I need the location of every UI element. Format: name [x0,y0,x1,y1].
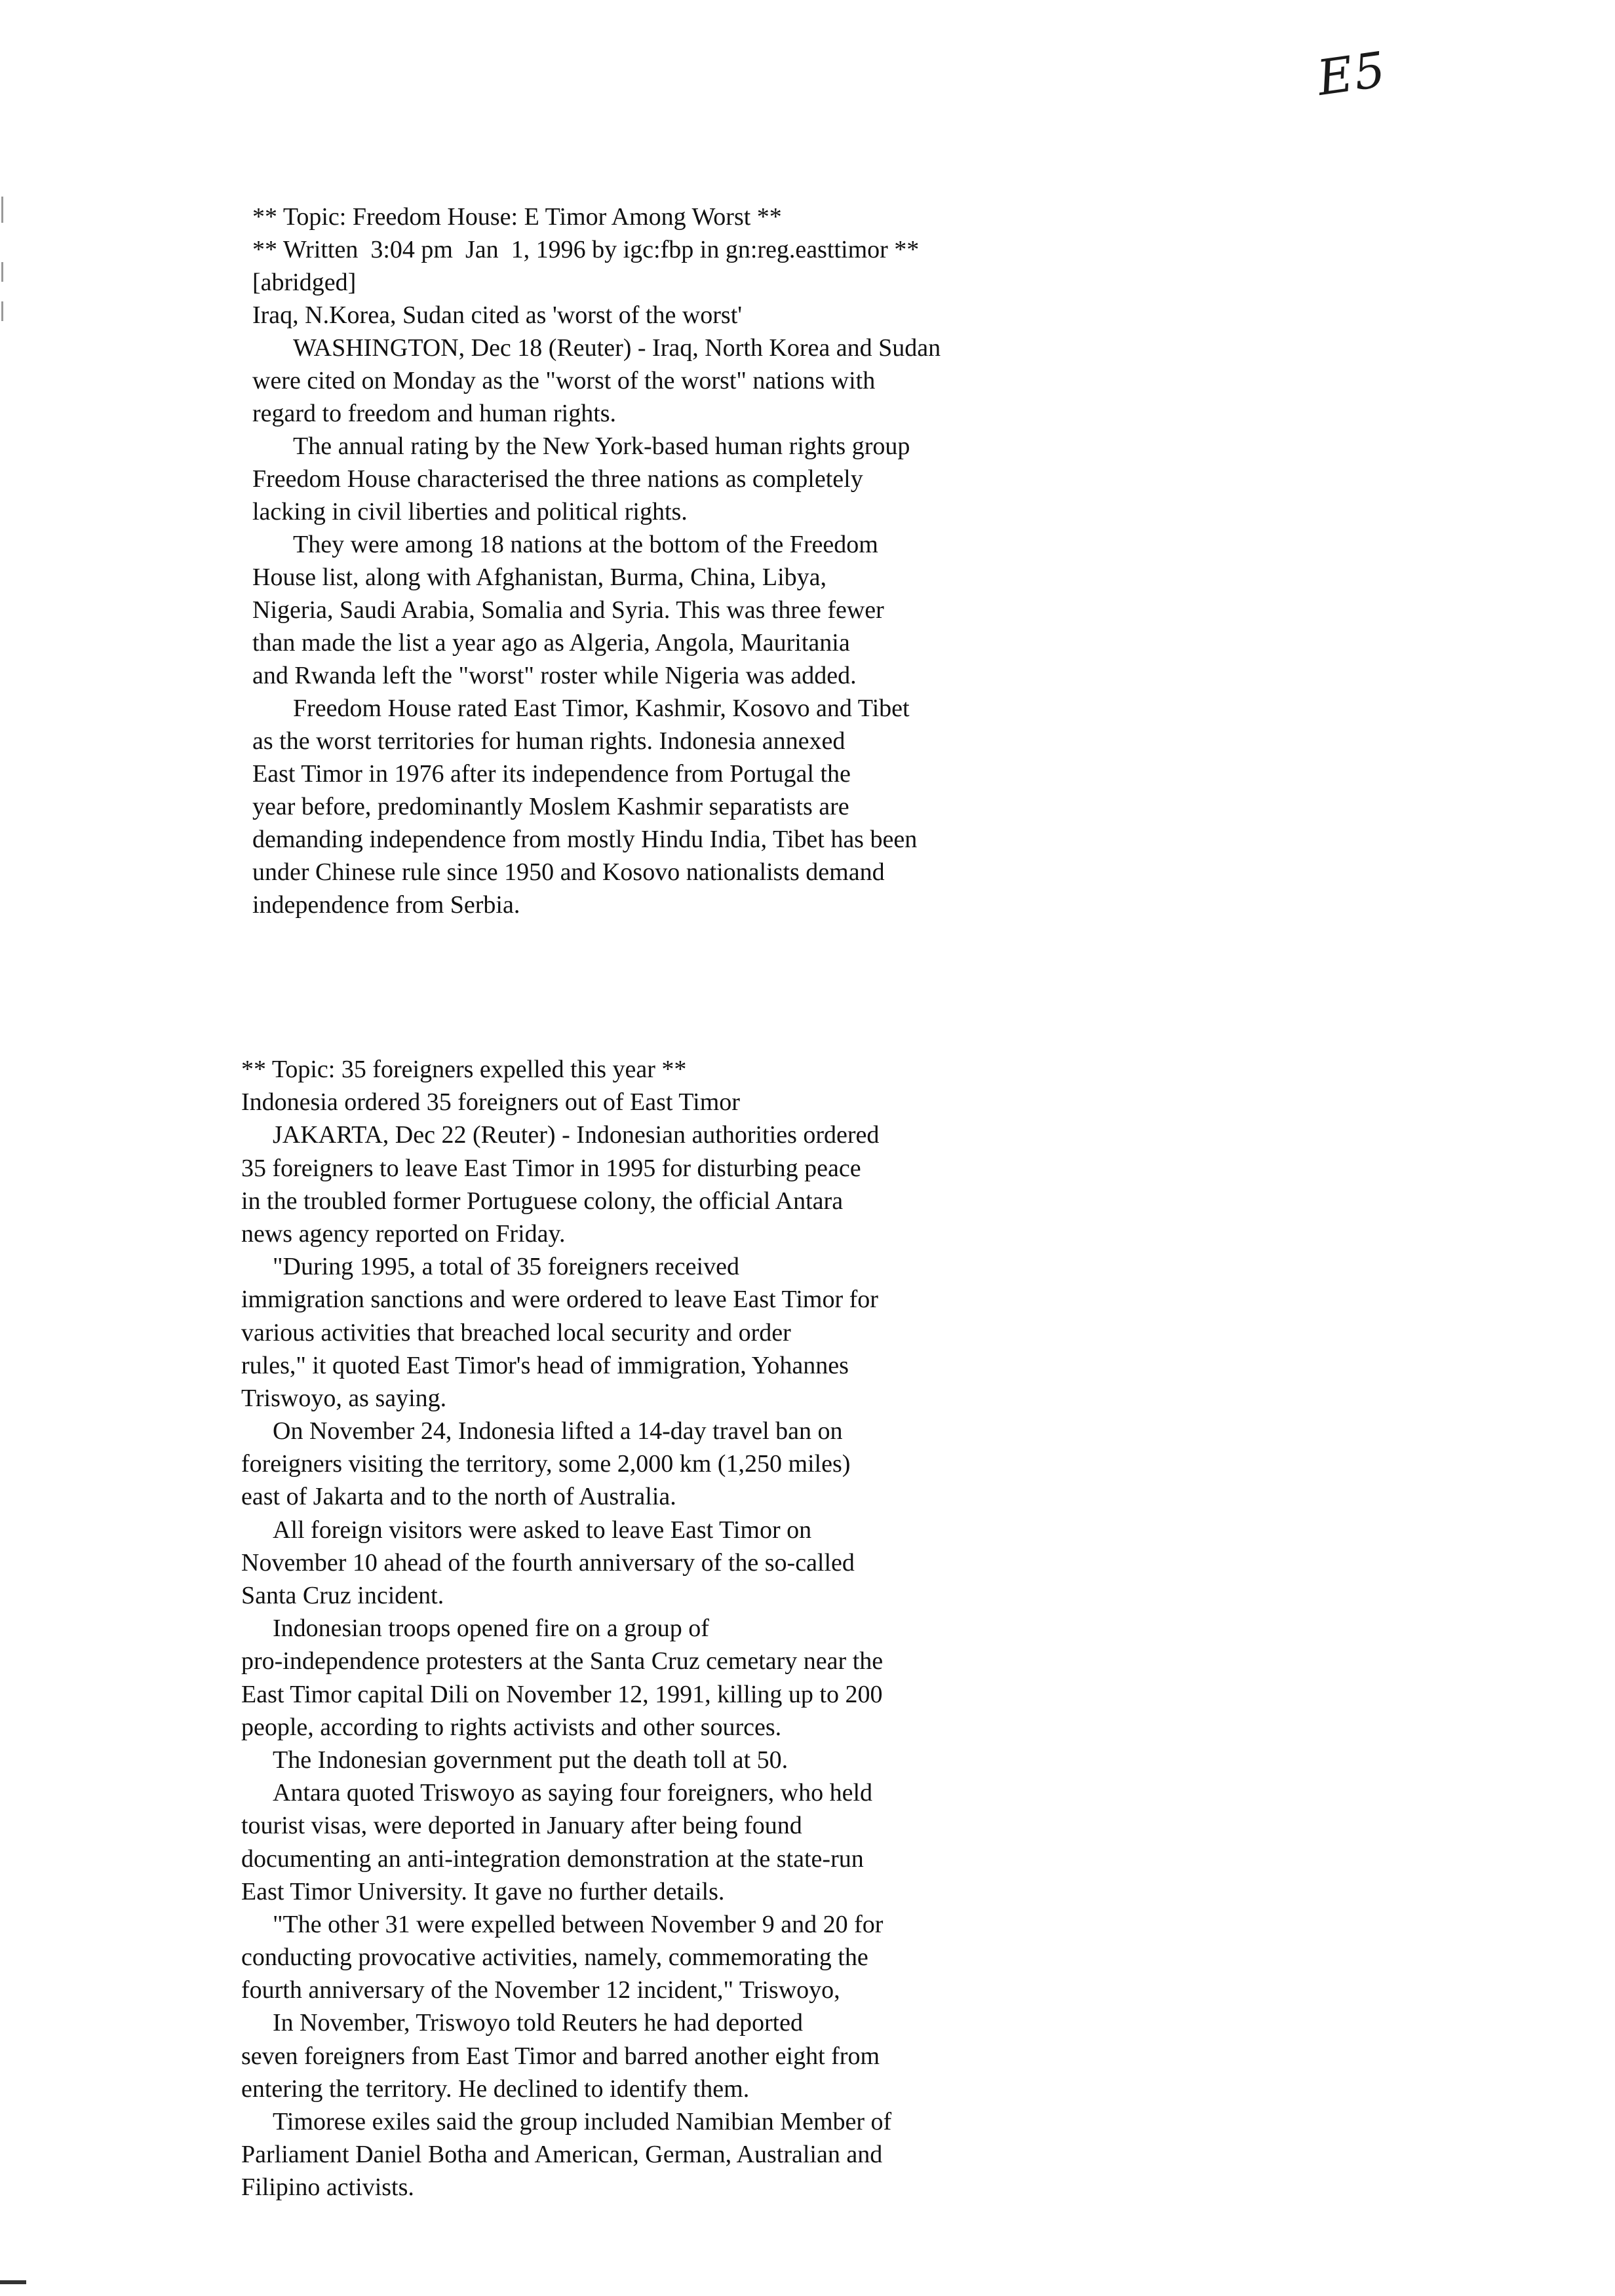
text-line: Santa Cruz incident. [241,1582,444,1609]
text-line: east of Jakarta and to the north of Australia. [241,1483,676,1511]
text-line: than made the list a year ago as Algeria, Angola, Mauritania [252,629,850,657]
text-line: pro-independence protesters at the Santa Cruz cemetary near the [241,1647,884,1675]
text-line: ** Topic: 35 foreigners expelled this year ** [241,1056,687,1083]
text-line: Nigeria, Saudi Arabia, Somalia and Syria. This was three fewer [252,596,884,624]
text-line: various activities that breached local security and order [241,1318,791,1347]
text-line: documenting an anti-integration demonstration at the state-run [241,1845,864,1873]
text-line: under Chinese rule since 1950 and Kosovo nationalists demand [252,858,885,886]
text-line: year before, predominantly Moslem Kashmir separatists are [252,793,849,820]
text-line: in the troubled former Portuguese colony, the official Antara [241,1187,844,1215]
article-freedom-house [252,201,1498,921]
text-line: entering the territory. He declined to identify them. [241,2075,750,2103]
text-line: House list, along with Afghanistan, Burma, China, Libya, [252,564,827,591]
text-line: Indonesian troops opened fire on a group of [273,1615,709,1643]
text-line: were cited on Monday as the "worst of the worst" nations with [252,367,876,394]
scan-edge-mark [0,2280,26,2284]
text-line: Parliament Daniel Botha and American, German, Australian and [241,2141,883,2169]
text-line: "The other 31 were expelled between November 9 and 20 for [273,1910,884,1938]
text-line: ** Topic: Freedom House: E Timor Among Worst ** [252,203,782,231]
text-line: lacking in civil liberties and political rights. [252,498,688,526]
text-line: East Timor University. It gave no further details. [241,1877,725,1905]
text-line: news agency reported on Friday. [241,1219,566,1248]
text-line: Freedom House characterised the three nations as completely [252,465,863,493]
scan-edge-tick [1,262,3,282]
text-line: as the worst territories for human rights. Indonesia annexed [252,727,846,755]
text-line: "During 1995, a total of 35 foreigners received [273,1253,739,1281]
text-line: Timorese exiles said the group included Namibian Member of [273,2108,892,2135]
text-line: foreigners visiting the territory, some 2,000 km (1,250 miles) [241,1450,851,1478]
text-line: East Timor in 1976 after its independence from Portugal the [252,760,851,788]
text-line: regard to freedom and human rights. [252,400,617,427]
text-line: fourth anniversary of the November 12 incident," Triswoyo, [241,1976,840,2004]
article-foreigners-expelled [241,1053,1487,2204]
text-line: 35 foreigners to leave East Timor in 1995 for disturbing peace [241,1154,861,1182]
text-line: Antara quoted Triswoyo as saying four foreigners, who held [273,1779,873,1807]
text-line: conducting provocative activities, namely, commemorating the [241,1943,868,1972]
text-line: Indonesia ordered 35 foreigners out of East Timor [241,1088,740,1117]
handwritten-margin-note: E5 [1313,41,1390,107]
scan-edge-tick [1,197,3,223]
text-line: The Indonesian government put the death toll at 50. [273,1746,788,1774]
text-line: The annual rating by the New York-based human rights group [293,432,910,460]
text-line: November 10 ahead of the fourth anniversary of the so-called [241,1548,855,1577]
text-line: independence from Serbia. [252,891,520,919]
text-line: In November, Triswoyo told Reuters he had deported [273,2009,804,2037]
text-line: Filipino activists. [241,2173,414,2202]
text-line: Freedom House rated East Timor, Kashmir, Kosovo and Tibet [293,695,910,722]
text-line: demanding independence from mostly Hindu India, Tibet has been [252,826,918,853]
text-line: They were among 18 nations at the bottom of the Freedom [293,531,878,558]
text-line: On November 24, Indonesia lifted a 14-day travel ban on [273,1417,843,1445]
text-line: rules," it quoted East Timor's head of immigration, Yohannes [241,1351,849,1379]
text-line: East Timor capital Dili on November 12, 1991, killing up to 200 [241,1680,883,1708]
text-line: [abridged] [252,269,357,296]
text-line: seven foreigners from East Timor and barred another eight from [241,2042,880,2070]
scan-edge-tick [1,301,3,321]
text-line: and Rwanda left the "worst" roster while Nigeria was added. [252,662,857,689]
text-line: tourist visas, were deported in January after being found [241,1812,802,1840]
text-line: Iraq, N.Korea, Sudan cited as 'worst of the worst' [252,301,743,329]
text-line: JAKARTA, Dec 22 (Reuter) - Indonesian authorities ordered [273,1121,880,1149]
text-line: immigration sanctions and were ordered to leave East Timor for [241,1286,878,1314]
text-line: people, according to rights activists and other sources. [241,1713,782,1741]
text-line: WASHINGTON, Dec 18 (Reuter) - Iraq, North Korea and Sudan [293,334,941,362]
text-line: ** Written 3:04 pm Jan 1, 1996 by igc:fbp in gn:reg.easttimor ** [252,236,920,263]
text-line: All foreign visitors were asked to leave East Timor on [273,1516,812,1544]
text-line: Triswoyo, as saying. [241,1384,447,1412]
